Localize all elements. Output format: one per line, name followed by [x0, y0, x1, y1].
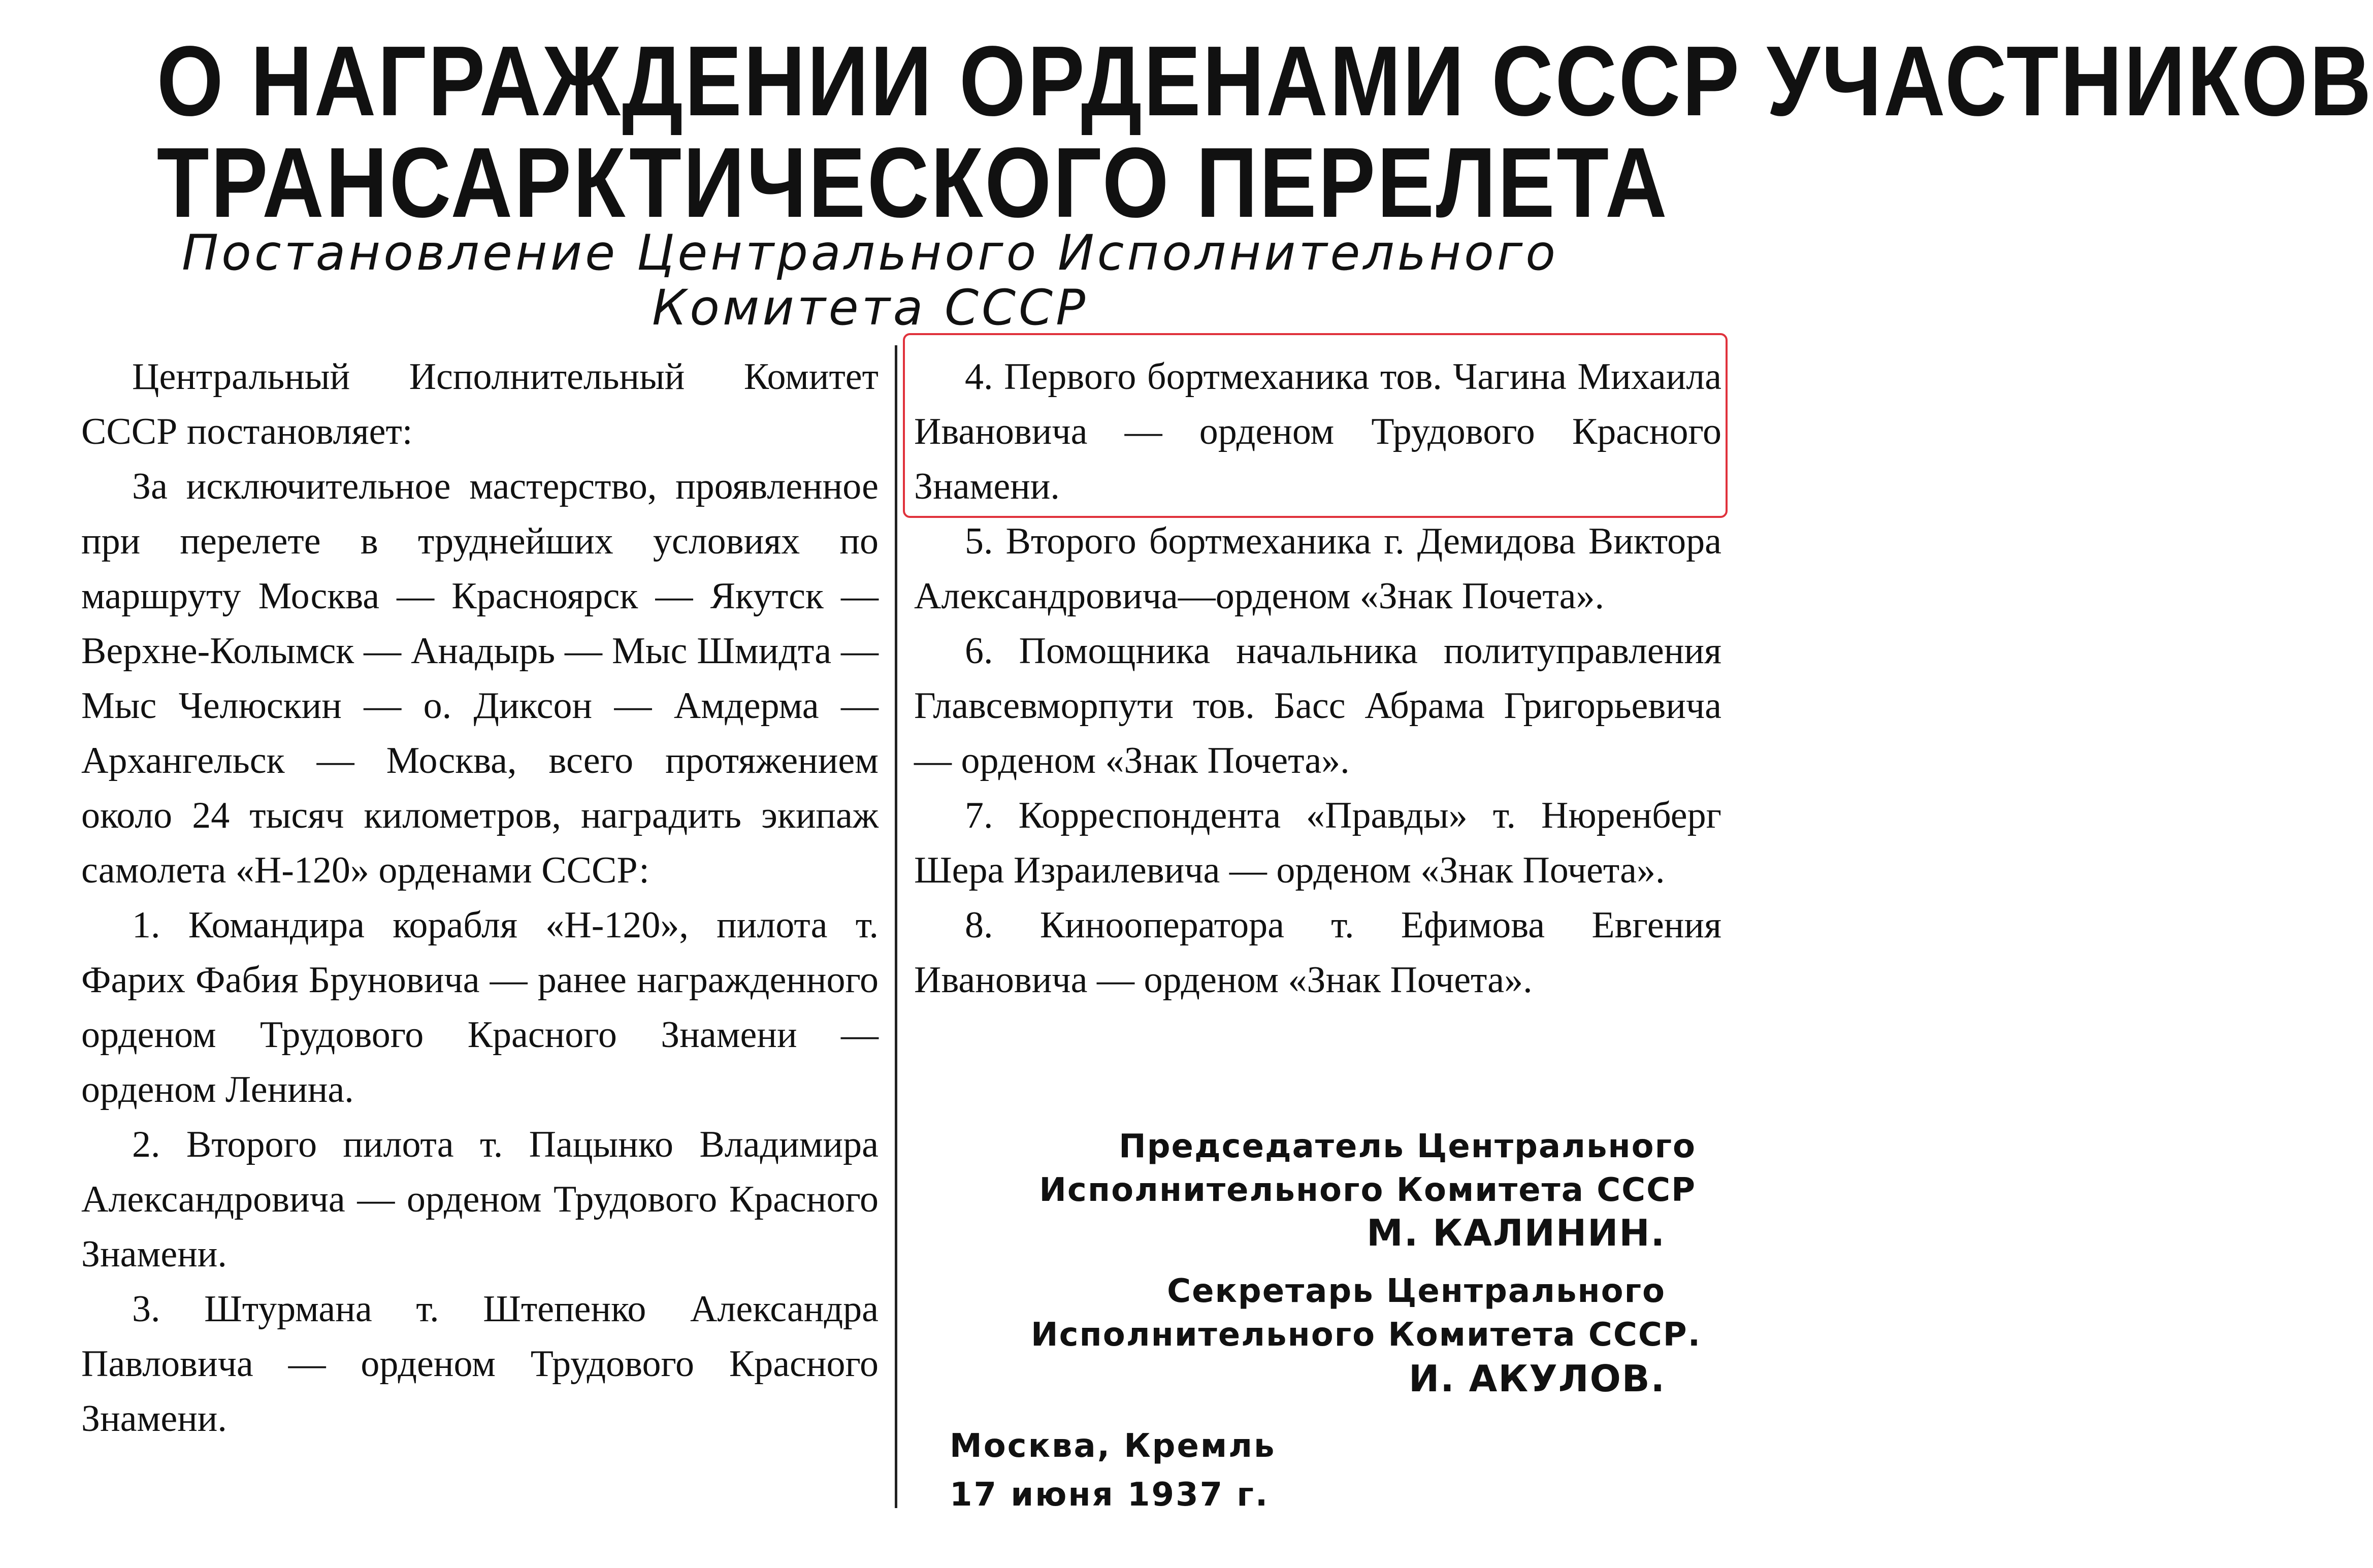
- subheading-line-1: Постановление Центрального Исполнительного: [181, 224, 1559, 281]
- secretary-title-line-1: Секретарь Центрального: [1167, 1272, 1666, 1310]
- award-item-3: 3. Штурмана т. Штепенко Александра Павловича — орденом Трудового Красного Знамени.: [81, 1288, 879, 1440]
- award-item-1: 1. Командира корабля «Н-120», пилота т. Фарих Фабия Бруновича — ранее награжденного орденом Трудового Красного Знамени — орденом Ленина.: [81, 904, 879, 1110]
- chair-signature-block: [965, 1125, 1696, 1212]
- body-paragraph: За исключительное мастерство, проявленное при перелете в труднейших условиях по маршруту Москва — Красноярск — Якутск — Верхне-Колымск — Анадырь — Мыс Шмидта — Мыс Челюскин — о. Диксон — Амдерма — Архангельск — Москва, всего протяжением около 24 тысяч километров, наградить экипаж самолета «Н-120» орденами СССР:: [81, 466, 879, 891]
- chair-title-line-1: Председатель Центрального: [1119, 1128, 1696, 1165]
- place-date-block: [950, 1422, 1276, 1519]
- secretary-title-line-2: Исполнительного Комитета СССР.: [1031, 1316, 1701, 1354]
- award-item-8: 8. Кинооператора т. Ефимова Евгения Ивановича — орденом «Знак Почета».: [914, 904, 1721, 1001]
- left-column: [81, 349, 879, 1446]
- secretary-name: И. АКУЛОВ.: [1409, 1357, 1666, 1400]
- award-item-2: 2. Второго пилота т. Пацынко Владимира Александровича — орденом Трудового Красного Знамени.: [81, 1124, 879, 1275]
- subheading-line-2: Комитета СССР: [652, 279, 1088, 336]
- place-text: Москва, Кремль: [950, 1427, 1276, 1465]
- column-divider: [895, 345, 897, 1508]
- highlight-box-item-4: [903, 333, 1728, 518]
- award-item-7: 7. Корреспондента «Правды» т. Нюренберг Шера Израилевича — орденом «Знак Почета».: [914, 795, 1721, 891]
- award-item-5: 5. Второго бортмеханика г. Демидова Виктора Александровича—орденом «Знак Почета».: [914, 520, 1721, 617]
- chair-title-line-2: Исполнительного Комитета СССР: [1039, 1171, 1696, 1209]
- award-item-6: 6. Помощника начальника политуправления Главсевморпути тов. Басс Абрама Григорьевича — орденом «Знак Почета».: [914, 630, 1721, 781]
- intro-paragraph: Центральный Исполнительный Комитет СССР постановляет:: [81, 356, 879, 452]
- headline-line-2: ТРАНСАРКТИЧЕСКОГО ПЕРЕЛЕТА: [156, 127, 1669, 238]
- date-text: 17 июня 1937 г.: [950, 1476, 1270, 1514]
- chair-name: М. КАЛИНИН.: [1367, 1212, 1666, 1254]
- headline-line-1: О НАГРАЖДЕНИИ ОРДЕНАМИ СССР УЧАСТНИКОВ: [156, 25, 2373, 137]
- award-item-4: 4. Первого бортмеханика тов. Чагина Михаила Ивановича — орденом Трудового Красного Знамени.: [914, 356, 1721, 507]
